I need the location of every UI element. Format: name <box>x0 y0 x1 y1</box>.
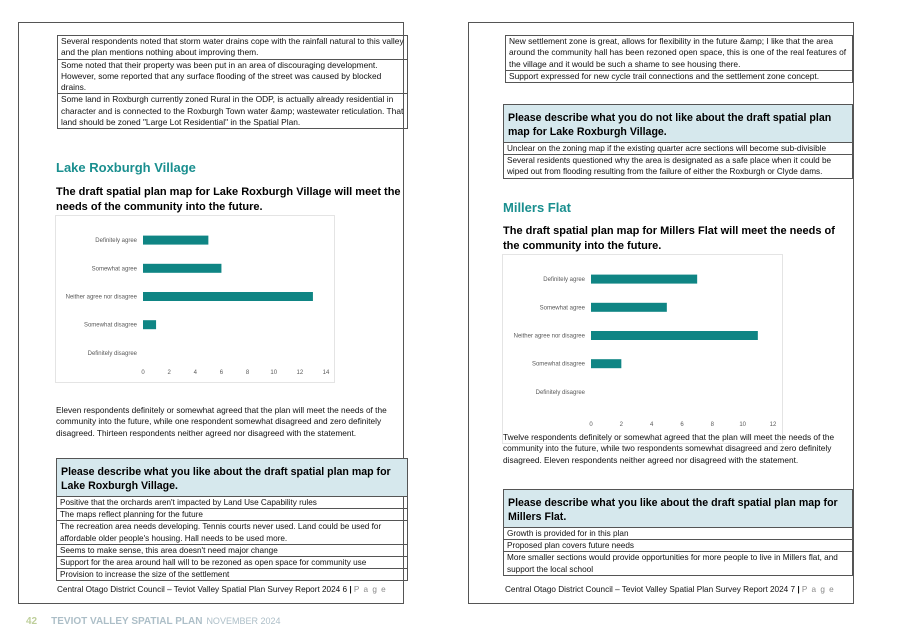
x-tick-label: 4 <box>193 370 197 376</box>
comment-cell: Several respondents noted that storm water drains cope with the rainfall natural to this valley and the plan mentions nothing about improving them. <box>58 36 408 60</box>
x-tick-label: 12 <box>769 422 777 428</box>
comment-cell: New settlement zone is great, allows for flexibility in the future &amp; I like that the area around the community hall has been rezoned open space, this is one of the real features of the village and it would be such a shame to see housing there. <box>506 36 853 71</box>
page-footer <box>57 585 387 594</box>
bar <box>143 292 313 301</box>
table-row <box>504 143 852 155</box>
table-row <box>504 155 852 178</box>
page-number: 6 <box>342 585 348 594</box>
bar <box>591 303 667 312</box>
report-page-7 <box>468 22 854 604</box>
like-question-heading: Please describe what you like about the draft spatial plan map for Millers Flat. <box>504 490 852 528</box>
category-label: Somewhat agree <box>539 305 585 312</box>
table-row <box>58 94 408 129</box>
page-word: P a g e <box>353 585 387 594</box>
x-tick-label: 8 <box>245 370 250 376</box>
response-cell: The maps reflect planning for the future <box>57 509 407 521</box>
category-label: Definitely agree <box>543 277 585 284</box>
page-footer <box>505 585 835 594</box>
comment-cell: Support expressed for new cycle trail connections and the settlement zone concept. <box>506 70 853 82</box>
x-tick-label: 0 <box>589 422 593 428</box>
table-row <box>57 544 407 556</box>
bar-chart-lake-roxburgh <box>55 215 335 383</box>
bar <box>591 331 758 340</box>
category-label: Definitely agree <box>95 238 137 245</box>
dislike-question-heading: Please describe what you do not like about the draft spatial plan map for Lake Roxburgh Village. <box>504 105 852 143</box>
response-cell: Support for the area around hall will to be rezoned as open space for community use <box>57 557 407 569</box>
survey-question: The draft spatial plan map for Lake Roxburgh Village will meet the needs of the community into the future. <box>56 186 401 213</box>
table-row <box>57 509 407 521</box>
response-cell: The recreation area needs developing. Tennis courts never used. Land could be used for affordable older people's housing. Hall needs to be used more. <box>57 521 407 544</box>
report-page-6 <box>18 22 404 604</box>
response-cell: Proposed plan covers future needs <box>504 540 852 552</box>
table-row <box>58 59 408 94</box>
comments-table-top <box>57 35 408 129</box>
like-responses-table <box>57 497 407 580</box>
survey-question: The draft spatial plan map for Millers Flat will meet the needs of the community into the future. <box>503 225 835 252</box>
category-label: Somewhat disagree <box>531 361 585 368</box>
footer-separator: | <box>797 585 800 594</box>
chart-svg <box>503 255 782 443</box>
response-cell: Several residents questioned why the area is designated as a safe place when it could be wiped out from flooding resulting from the failure of either the Roxburgh or Clyde dams. <box>504 155 852 178</box>
dislike-question-box <box>503 104 853 179</box>
like-responses-table <box>504 528 852 575</box>
category-label: Somewhat disagree <box>83 322 137 329</box>
category-label: Definitely disagree <box>87 350 137 357</box>
bar <box>591 359 621 368</box>
footer-text: Central Otago District Council – Teviot Valley Spatial Plan Survey Report 2024 <box>505 585 789 594</box>
table-row <box>57 521 407 544</box>
footer-separator: | <box>349 585 352 594</box>
table-row <box>506 70 853 82</box>
summary-paragraph: Eleven respondents definitely or somewhat agreed that the plan will meet the needs of the community into the future, while one respondent somewhat disagreed and zero definitely disagreed. Thirteen respondents neither agreed nor disagreed with the statement. <box>56 405 387 438</box>
table-row <box>57 569 407 581</box>
x-tick-label: 0 <box>141 370 145 376</box>
table-row <box>504 552 852 575</box>
x-tick-label: 8 <box>710 422 715 428</box>
x-tick-label: 2 <box>167 370 171 376</box>
like-question-box <box>503 489 853 576</box>
next-page-header-strip <box>26 616 280 626</box>
response-cell: Unclear on the zoning map if the existing quarter acre sections will become sub-divisible <box>507 144 827 153</box>
chart-svg <box>56 216 334 382</box>
like-question-heading: Please describe what you like about the draft spatial plan map for Lake Roxburgh Village. <box>57 459 407 497</box>
x-tick-label: 12 <box>296 370 304 376</box>
comments-table-top <box>505 35 853 83</box>
strip-page-number: 42 <box>26 616 38 626</box>
like-question-box <box>56 458 408 581</box>
table-row <box>506 36 853 71</box>
response-cell: Provision to increase the size of the settlement <box>57 569 407 581</box>
comment-cell: Some noted that their property was been put in an area of discouraging development. However, some reported that any surface flooding of the street was caused by blocked drains. <box>58 59 408 94</box>
page-word: P a g e <box>801 585 835 594</box>
category-label: Somewhat agree <box>91 266 137 273</box>
x-tick-label: 6 <box>680 422 684 428</box>
x-tick-label: 10 <box>739 422 747 428</box>
category-label: Neither agree nor disagree <box>65 294 137 301</box>
x-tick-label: 4 <box>649 422 654 428</box>
strip-date: NOVEMBER 2024 <box>206 616 281 626</box>
page-number: 7 <box>790 585 796 594</box>
response-cell: More smaller sections would provide opportunities for more people to live in Millers flat, and support the local school <box>504 552 852 575</box>
summary-paragraph: Twelve respondents definitely or somewhat agreed that the plan will meet the needs of the community into the future, while two respondents somewhat disagreed and zero definitely disagreed. Eleven respondents neither agreed nor disagreed with the statement. <box>503 432 835 465</box>
category-label: Definitely disagree <box>535 389 585 396</box>
bar <box>591 275 697 284</box>
bar <box>143 236 208 245</box>
footer-text: Central Otago District Council – Teviot Valley Spatial Plan Survey Report 2024 <box>57 585 341 594</box>
table-row <box>504 528 852 540</box>
table-row <box>504 540 852 552</box>
bar <box>143 320 156 329</box>
table-row <box>57 497 407 509</box>
category-label: Neither agree nor disagree <box>513 333 585 340</box>
bar <box>143 264 221 273</box>
table-row <box>58 36 408 60</box>
table-row <box>57 557 407 569</box>
x-tick-label: 2 <box>619 422 624 428</box>
response-cell: Growth is provided for in this plan <box>507 529 629 538</box>
response-cell: Seems to make sense, this area doesn't need major change <box>57 544 407 556</box>
response-cell: Positive that the orchards aren't impacted by Land Use Capability rules <box>60 498 317 507</box>
x-tick-label: 14 <box>322 370 330 376</box>
dislike-responses-table <box>504 143 852 178</box>
strip-title: TEVIOT VALLEY SPATIAL PLAN <box>51 616 203 626</box>
comment-cell: Some land in Roxburgh currently zoned Rural in the ODP, is actually already residential in character and is connected to the Roxburgh Town water &amp; wastewater reticulation. That land should be zoned "Large Lot Residential" in the Spatial Plan. <box>58 94 408 129</box>
section-title-lake-roxburgh: Lake Roxburgh Village <box>56 160 196 175</box>
x-tick-label: 6 <box>219 370 224 376</box>
x-tick-label: 10 <box>270 370 278 376</box>
section-title-millers-flat: Millers Flat <box>503 200 571 215</box>
bar-chart-millers-flat <box>502 254 783 444</box>
